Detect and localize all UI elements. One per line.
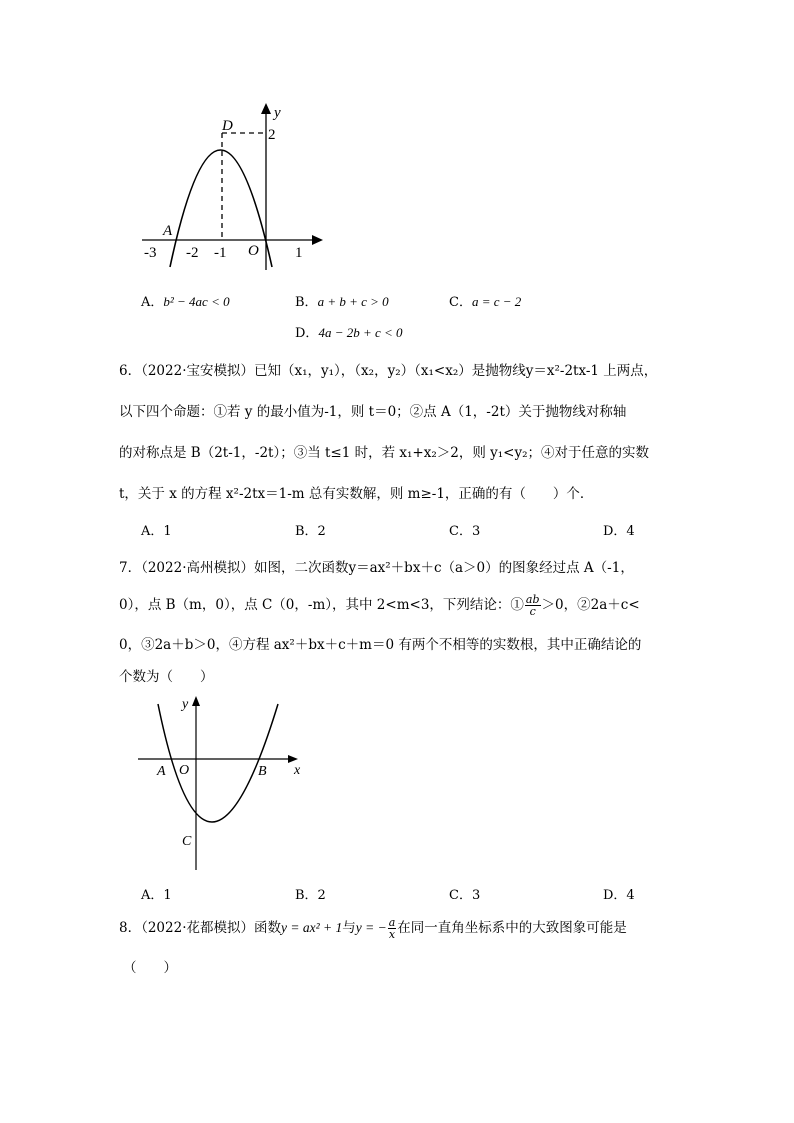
q5-option-b[interactable] (295, 291, 389, 310)
y-axis-arrow-icon (261, 103, 271, 114)
y-axis-label: y (274, 105, 281, 121)
q7-line-3: 0，③2a＋b＞0，④方程 ax²＋bx＋c＋m＝0 有两个不相等的实数根，其中正确结论的 (119, 637, 642, 653)
q5-option-d[interactable] (295, 322, 403, 341)
option-letter: A． (141, 295, 164, 310)
tick-label-neg1: -1 (214, 245, 227, 261)
q7-option-c[interactable]: C．3 (449, 888, 481, 903)
tick-label-neg3: -3 (144, 245, 157, 261)
q5-option-c[interactable] (449, 291, 521, 310)
q6-line-2: 以下四个命题：①若 y 的最小值为-1，则 t＝0；②点 A（1，-2t）关于抛物线对称轴 (119, 404, 627, 420)
q7-fraction-ab-over-c (525, 594, 541, 617)
q8-connector: 与 (342, 920, 356, 936)
tick-label-2: 2 (268, 127, 276, 143)
q7-option-d[interactable]: D．4 (603, 888, 635, 903)
q8-line-2: （ ） (123, 960, 177, 976)
q6-option-c[interactable]: C．3 (449, 524, 481, 539)
y-axis-arrow-icon (192, 696, 200, 706)
q7-line-1: 7．（2022·高州模拟）如图，二次函数y＝ax²＋bx＋c（a＞0）的图象经过点 A（-1， (119, 560, 634, 576)
q7-line-2-start: 0），点 B（m，0），点 C（0，-m），其中 2<m<3，下列结论：① (119, 597, 524, 613)
q7-option-a[interactable]: A．1 (141, 888, 172, 903)
x-axis-arrow-icon (312, 235, 323, 245)
tick-label-neg2: -2 (186, 245, 199, 261)
point-label-B: B (258, 764, 267, 779)
q8-line-1-start: 8．（2022·花都模拟）函数 (119, 920, 281, 936)
q5-option-a[interactable] (141, 291, 230, 310)
point-label-A: A (157, 764, 166, 779)
tick-label-1: 1 (295, 245, 303, 261)
q8-expression-1: y = ax² + 1 (281, 920, 343, 935)
q6-option-d[interactable]: D．4 (603, 524, 635, 539)
origin-label-O: O (179, 763, 190, 778)
option-expression: b² − 4ac < 0 (163, 294, 230, 309)
y-axis-label: y (182, 697, 189, 712)
q6-option-a[interactable]: A．1 (141, 524, 172, 539)
parabola-curve (158, 704, 278, 822)
vertex-label-D: D (222, 118, 233, 134)
q7-line-4: 个数为（ ） (119, 669, 214, 685)
fraction-denominator: x (388, 928, 396, 941)
option-letter: D． (295, 326, 319, 341)
x-axis-arrow-icon (288, 755, 298, 763)
q7-line-2 (119, 593, 640, 617)
q8-line-1 (119, 916, 627, 940)
origin-label-O: O (248, 243, 259, 259)
fraction-numerator: a (388, 916, 396, 929)
option-expression: a + b + c > 0 (317, 294, 389, 309)
q6-option-b[interactable]: B．2 (295, 524, 326, 539)
q8-expression-2: y = − (355, 920, 387, 935)
option-expression: a = c − 2 (471, 294, 522, 309)
fraction-numerator: ab (525, 593, 540, 606)
option-letter: C． (449, 295, 472, 310)
q8-fraction-a-over-x (388, 917, 397, 940)
q7-option-b[interactable]: B．2 (295, 888, 326, 903)
q8-line-1-end: 在同一直角坐标系中的大致图象可能是 (397, 920, 627, 936)
point-label-C: C (182, 834, 192, 849)
q6-line-1: 6．（2022·宝安模拟）已知（x₁，y₁），（x₂，y₂）（x₁<x₂）是抛物线y＝x²-2tx-1 上两点， (119, 363, 658, 379)
q7-parabola-figure (130, 690, 315, 880)
q7-line-2-end: ＞0，②2a＋c< (541, 597, 640, 613)
option-expression: 4a − 2b + c < 0 (318, 325, 403, 340)
q6-line-3: 的对称点是 B（2t-1，-2t）；③当 t≤1 时，若 x₁+x₂＞2，则 y₁<y₂；④对于任意的实数 (119, 445, 650, 461)
q6-line-4: t，关于 x 的方程 x²-2tx＝1-m 总有实数解，则 m≥-1，正确的有（ ）个． (119, 486, 594, 502)
option-letter: B． (295, 295, 318, 310)
q5-parabola-figure (130, 95, 340, 280)
fraction-denominator: c (529, 605, 536, 618)
point-label-A: A (163, 223, 173, 239)
x-axis-label: x (294, 763, 301, 778)
